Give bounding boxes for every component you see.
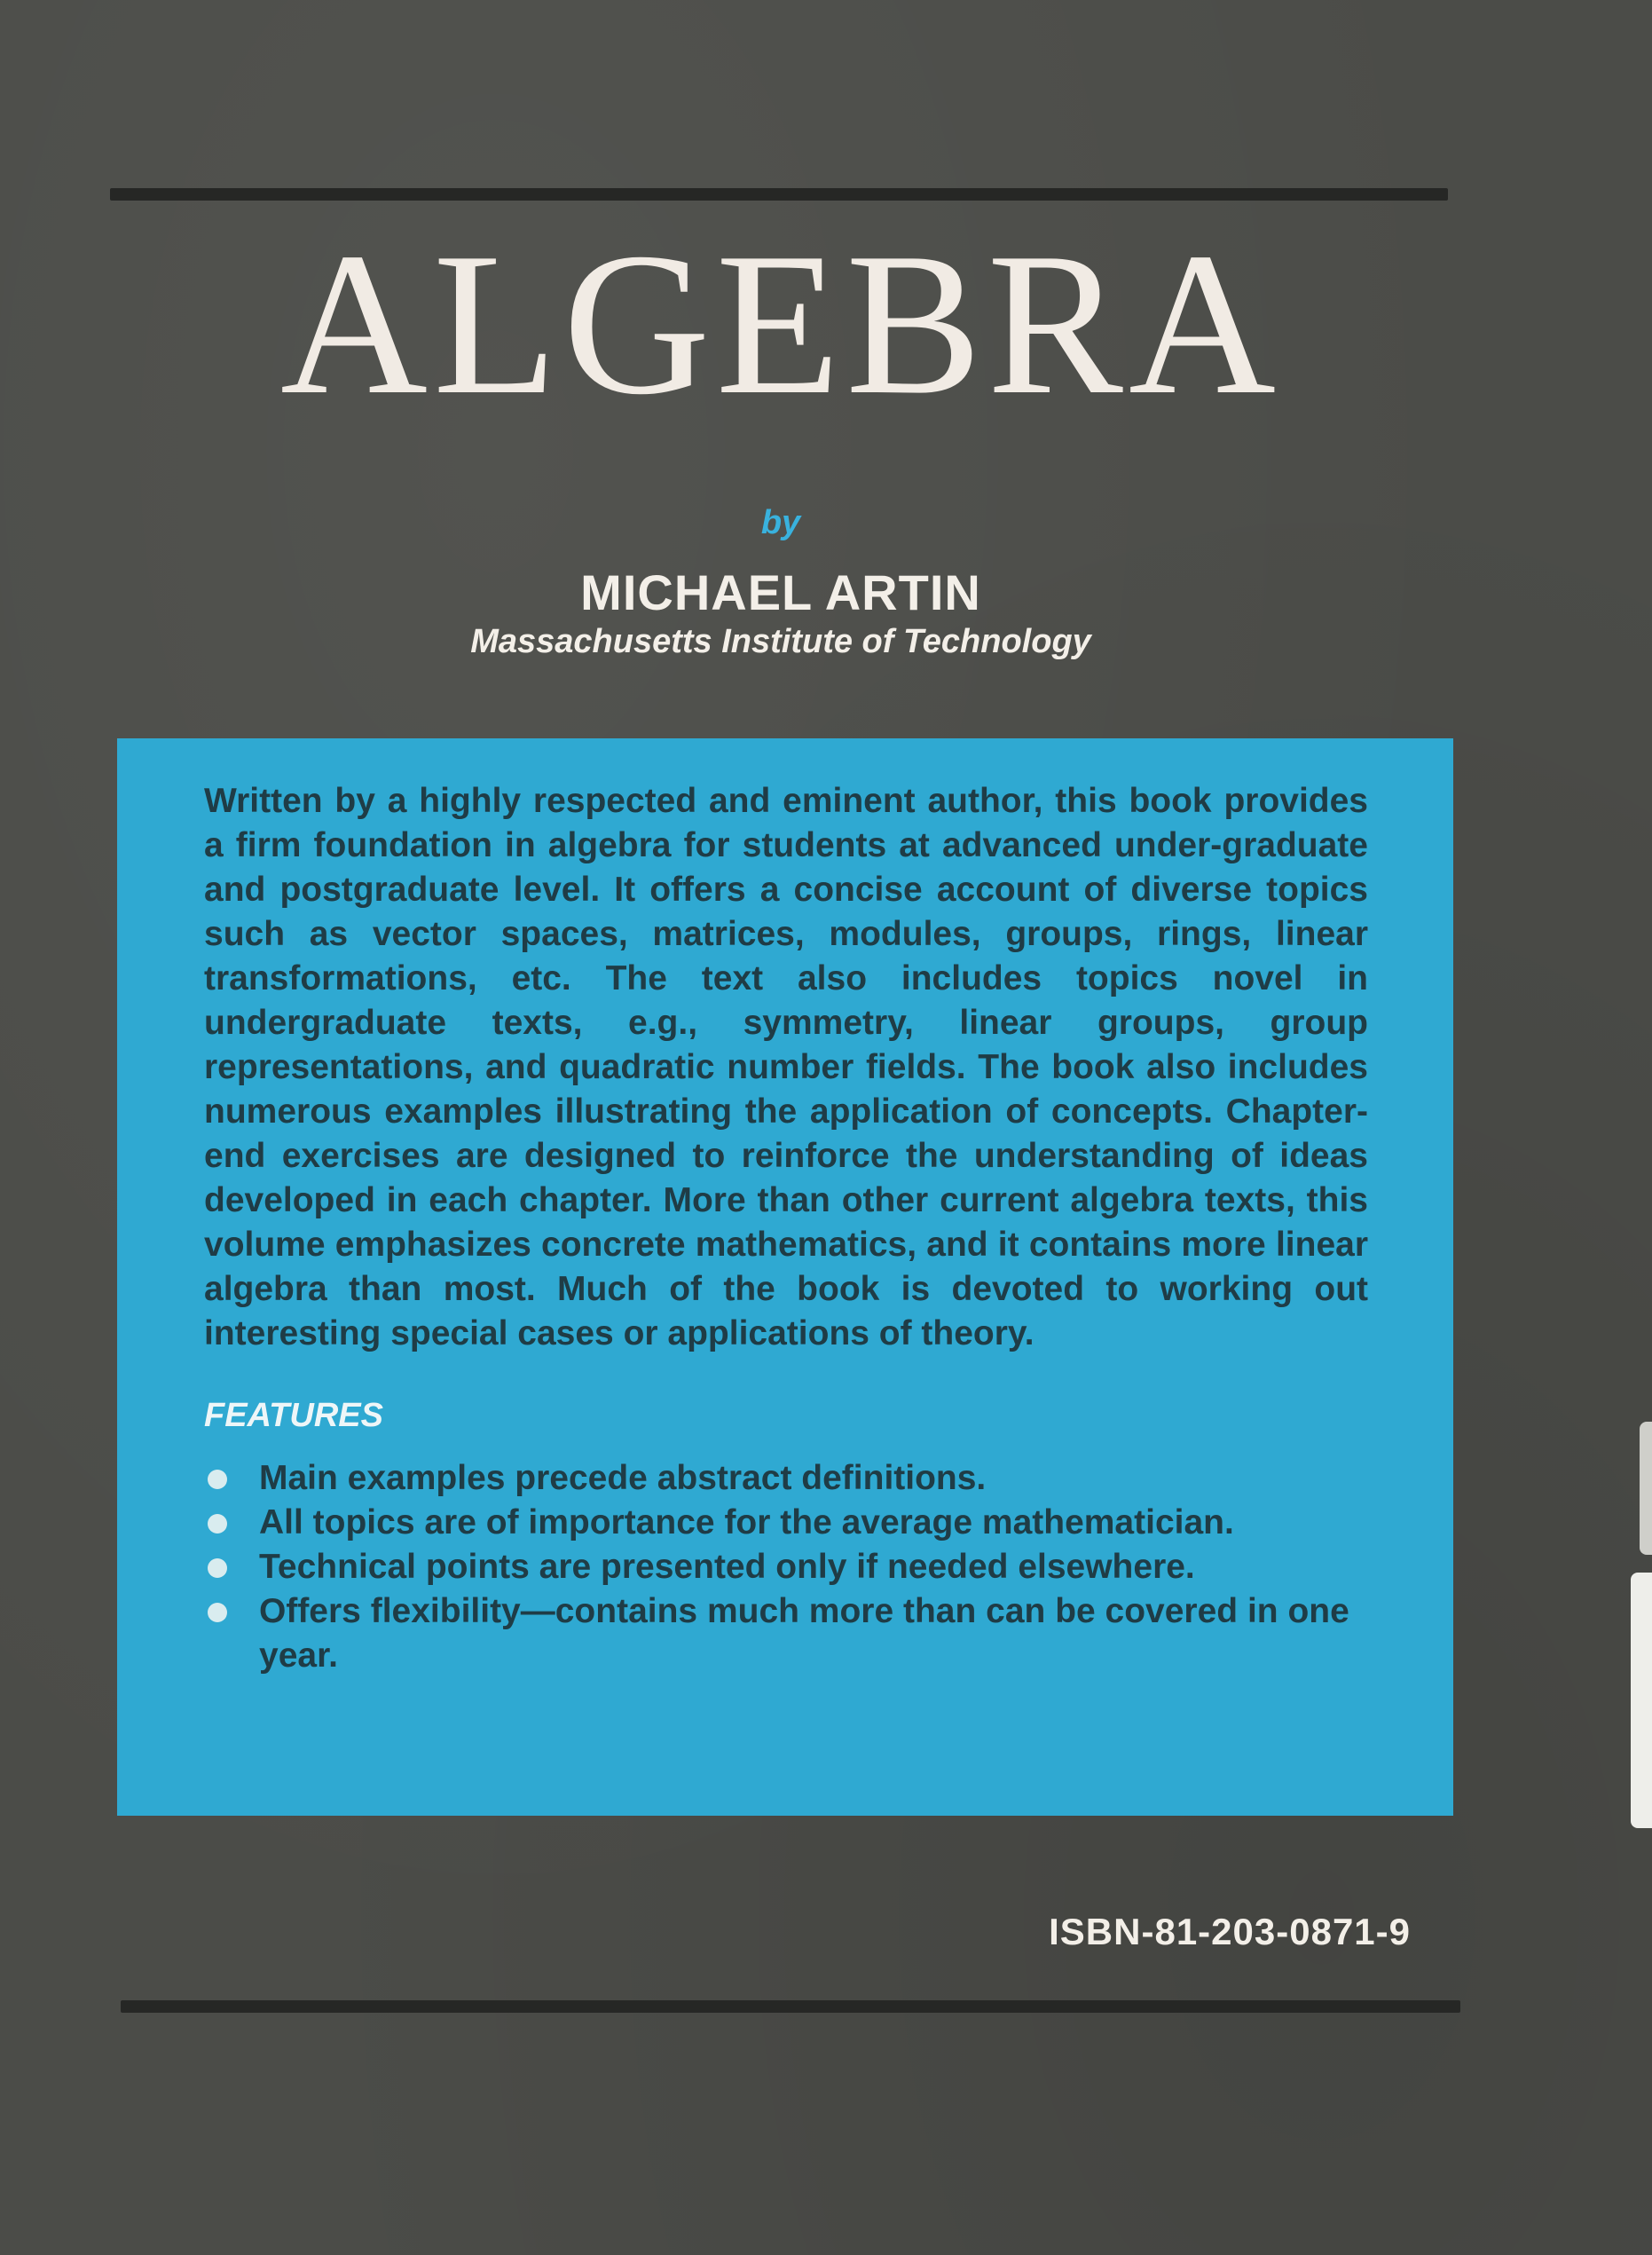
feature-item xyxy=(204,1589,1368,1678)
page-edge-tab xyxy=(1631,1573,1652,1828)
top-rule xyxy=(110,188,1448,201)
feature-text: Main examples precede abstract definitions. xyxy=(259,1459,987,1497)
book-title: ALGEBRA xyxy=(279,210,1282,437)
bullet-icon xyxy=(208,1470,227,1489)
feature-text: Technical points are presented only if needed elsewhere. xyxy=(259,1548,1195,1586)
isbn-number: ISBN-81-203-0871-9 xyxy=(1049,1911,1411,1952)
bottom-rule xyxy=(121,2000,1460,2013)
author-name: MICHAEL ARTIN xyxy=(580,564,981,620)
author-affiliation: Massachusetts Institute of Technology xyxy=(470,623,1091,660)
bullet-icon xyxy=(208,1514,227,1534)
bullet-icon xyxy=(208,1558,227,1578)
feature-item xyxy=(204,1456,1368,1501)
by-label: by xyxy=(760,504,801,541)
features-list xyxy=(204,1456,1368,1678)
bullet-icon xyxy=(208,1603,227,1622)
feature-text: All topics are of importance for the average mathematician. xyxy=(259,1503,1234,1541)
feature-item xyxy=(204,1501,1368,1545)
feature-text: Offers flexibility—contains much more than can be covered in one year. xyxy=(259,1592,1349,1675)
feature-item xyxy=(204,1545,1368,1589)
page-edge-tab xyxy=(1640,1422,1652,1555)
features-heading: FEATURES xyxy=(204,1397,383,1434)
description-panel xyxy=(117,738,1453,1816)
book-description: Written by a highly respected and eminent author, this book provides a firm foundation in algebra for students at advanced under-graduate and postgraduate level. It offers a concise account of diverse topics such as vector spaces, matrices, modules, groups, rings, linear transformations, etc. The text also includes topics novel in undergraduate texts, e.g., symmetry, linear groups, group representations, and quadratic number fields. The book also includes numerous examples illustrating the application of concepts. Chapter-end exercises are designed to reinforce the understanding of ideas developed in each chapter. More than other current algebra texts, this volume emphasizes concrete mathematics, and it contains more linear algebra than most. Much of the book is devoted to working out interesting special cases or applications of theory. xyxy=(204,782,1368,1352)
